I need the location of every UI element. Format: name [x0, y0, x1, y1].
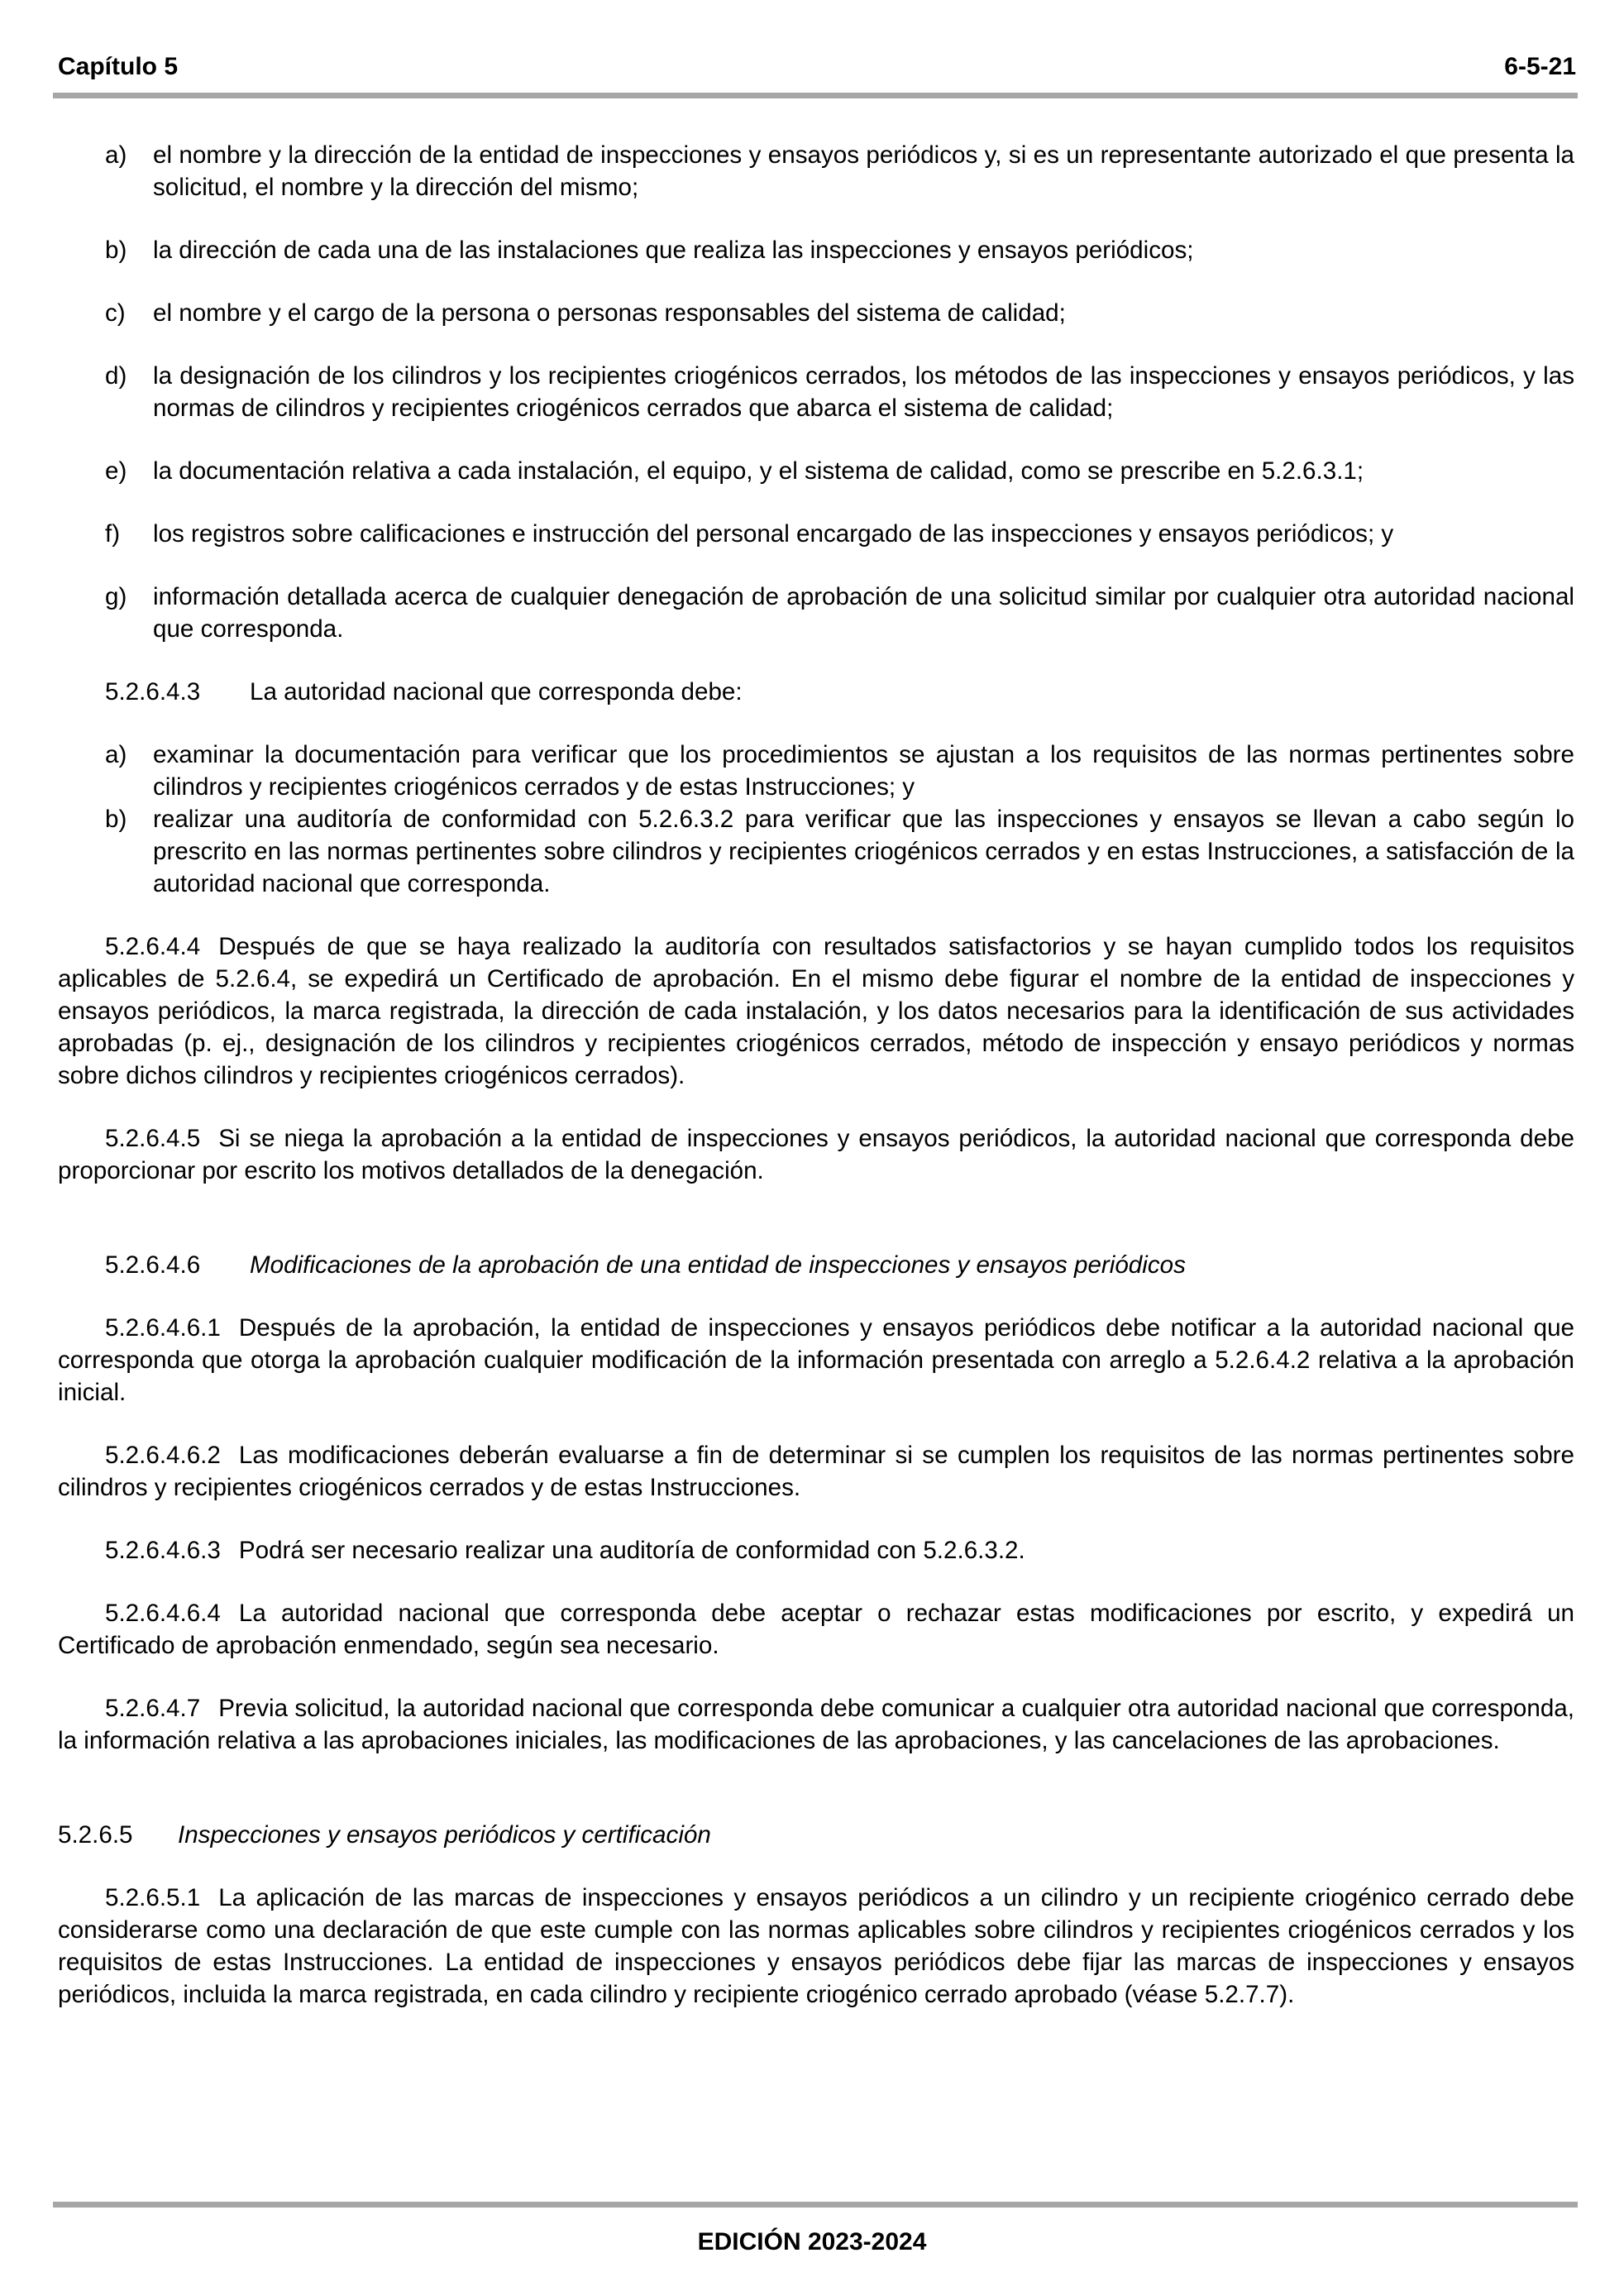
list-item — [58, 739, 1574, 803]
header-rule — [53, 93, 1578, 98]
list-item — [58, 803, 1574, 900]
paragraph-number: 5.2.6.4.7 — [105, 1695, 201, 1722]
paragraph-5-2-6-4-5 — [58, 1122, 1574, 1187]
paragraph-text: La aplicación de las marcas de inspecciones y ensayos periódicos a un cilindro y un recipiente criogénico cerrado debe considerarse como una declaración de que este cumple con las normas aplicables sobre cilindros y recipientes criogénicos cerrados y los requisitos de estas Instrucciones. La entidad de inspecciones y ensayos periódicos debe fijar las marcas de inspecciones y ensayos periódicos, incluida la marca registrada, en cada cilindro y recipiente criogénico cerrado aprobado (véase 5.2.7.7). — [58, 1884, 1574, 2008]
list-item-label: a) — [105, 141, 127, 169]
paragraph-text: Si se niega la aprobación a la entidad de inspecciones y ensayos periódicos, la autoridad nacional que corresponda debe proporcionar por escrito los motivos detallados de la denegación. — [58, 1125, 1574, 1184]
list-item — [58, 360, 1574, 424]
paragraph-number: 5.2.6.4.6.1 — [105, 1314, 221, 1342]
list-item-text: realizar una auditoría de conformidad con 5.2.6.3.2 para verificar que las inspecciones y ensayos se llevan a cabo según lo prescrito en las normas pertinentes sobre cilindros y recipientes criogénicos cerrados y en estas Instrucciones, a satisfacción de la autoridad nacional que corresponda. — [153, 806, 1574, 897]
paragraph-text: Después de que se haya realizado la auditoría con resultados satisfactorios y se hayan cumplido todos los requisitos aplicables de 5.2.6.4, se expedirá un Certificado de aprobación. En el mismo debe figurar el nombre de la entidad de inspecciones y ensayos periódicos, la marca registrada, la dirección de cada instalación, y los datos necesarios para la identificación de sus actividades aprobadas (p. ej., designación de los cilindros y recipientes criogénicos cerrados, método de inspección y ensayo periódicos y normas sobre dichos cilindros y recipientes criogénicos cerrados). — [58, 933, 1574, 1089]
paragraph-text: La autoridad nacional que corresponda debe: — [250, 678, 743, 706]
section-title: Inspecciones y ensayos periódicos y certificación — [178, 1821, 711, 1849]
list-item-label: d) — [105, 362, 127, 390]
paragraph-number: 5.2.6.4.4 — [105, 933, 201, 960]
list-item — [58, 297, 1574, 329]
list-item-label: c) — [105, 299, 126, 327]
document-body — [58, 139, 1574, 2041]
list-item — [58, 581, 1574, 645]
list-item — [58, 234, 1574, 266]
paragraph-number: 5.2.6.4.6.4 — [105, 1600, 221, 1627]
paragraph-5-2-6-4-7 — [58, 1692, 1574, 1757]
list-item — [58, 455, 1574, 487]
paragraph-5-2-6-4-6-4 — [58, 1597, 1574, 1662]
paragraph-number: 5.2.6.4.6.3 — [105, 1537, 221, 1564]
list-item — [58, 518, 1574, 550]
paragraph-number: 5.2.6.4.6 — [105, 1251, 201, 1279]
spacer — [58, 1787, 1574, 1819]
paragraph-text: La autoridad nacional que corresponda debe aceptar o rechazar estas modificaciones por escrito, y expedirá un Certificado de aprobación enmendado, según sea necesario. — [58, 1600, 1574, 1659]
list-item-label: f) — [105, 520, 121, 548]
paragraph-number: 5.2.6.5.1 — [105, 1884, 201, 1911]
list-item-label: b) — [105, 806, 127, 833]
list-item-label: b) — [105, 237, 127, 264]
list-item-text: el nombre y la dirección de la entidad de inspecciones y ensayos periódicos y, si es un representante autorizado el que presenta la solicitud, el nombre y la dirección del mismo; — [153, 141, 1574, 201]
list-item-text: información detallada acerca de cualquier denegación de aprobación de una solicitud similar por cualquier otra autoridad nacional que corresponda. — [153, 583, 1574, 643]
page-header — [58, 48, 1576, 89]
list-item-text: el nombre y el cargo de la persona o personas responsables del sistema de calidad; — [153, 299, 1066, 327]
paragraph-text: Previa solicitud, la autoridad nacional que corresponda debe comunicar a cualquier otra autoridad nacional que corresponda, la información relativa a las aprobaciones iniciales, las modificaciones de las aprobaciones, y las cancelaciones de las aprobaciones. — [58, 1695, 1574, 1754]
paragraph-text: Las modificaciones deberán evaluarse a fin de determinar si se cumplen los requisitos de las normas pertinentes sobre cilindros y recipientes criogénicos cerrados y de estas Instrucciones. — [58, 1442, 1574, 1501]
edition-footer: EDICIÓN 2023-2024 — [697, 2228, 927, 2255]
list-item-text: examinar la documentación para verificar que los procedimientos se ajustan a los requisitos de las normas pertinentes sobre cilindros y recipientes criogénicos cerrados y de estas Instrucciones; y — [153, 741, 1574, 801]
list-item-text: la documentación relativa a cada instalación, el equipo, y el sistema de calidad, como se prescribe en 5.2.6.3.1; — [153, 457, 1364, 485]
list-item-text: los registros sobre calificaciones e instrucción del personal encargado de las inspecciones y ensayos periódicos; y — [153, 520, 1394, 548]
paragraph-5-2-6-5-1 — [58, 1882, 1574, 2011]
paragraph-5-2-6-4-6-3 — [58, 1534, 1574, 1567]
list-item-text: la dirección de cada una de las instalaciones que realiza las inspecciones y ensayos periódicos; — [153, 237, 1194, 264]
list-item — [58, 139, 1574, 203]
list-item-label: a) — [105, 741, 127, 768]
paragraph-number: 5.2.6.4.5 — [105, 1125, 201, 1152]
spacer — [58, 1217, 1574, 1249]
subsection-heading-5-2-6-4-6 — [58, 1249, 1574, 1281]
paragraph-5-2-6-4-4 — [58, 930, 1574, 1092]
subsection-title: Modificaciones de la aprobación de una entidad de inspecciones y ensayos periódicos — [250, 1251, 1186, 1279]
list-item-label: g) — [105, 583, 127, 610]
paragraph-text: Después de la aprobación, la entidad de inspecciones y ensayos periódicos debe notificar a la autoridad nacional que corresponda que otorga la aprobación cualquier modificación de la información presentada con arreglo a 5.2.6.4.2 relativa a la aprobación inicial. — [58, 1314, 1574, 1406]
footer-rule — [53, 2202, 1578, 2208]
section-heading-5-2-6-5 — [58, 1819, 1574, 1851]
paragraph-5-2-6-4-3 — [58, 676, 1574, 708]
paragraph-5-2-6-4-6-1 — [58, 1312, 1574, 1409]
list-item-text: la designación de los cilindros y los recipientes criogénicos cerrados, los métodos de las inspecciones y ensayos periódicos, y las normas de cilindros y recipientes criogénicos cerrados que abarca el sistema de calidad; — [153, 362, 1574, 422]
list-item-label: e) — [105, 457, 127, 485]
paragraph-text: Podrá ser necesario realizar una auditoría de conformidad con 5.2.6.3.2. — [238, 1537, 1025, 1564]
chapter-title: Capítulo 5 — [58, 53, 179, 80]
page-number: 6-5-21 — [1504, 53, 1576, 80]
paragraph-number: 5.2.6.4.6.2 — [105, 1442, 221, 1469]
section-number: 5.2.6.5 — [58, 1821, 133, 1849]
paragraph-number: 5.2.6.4.3 — [105, 678, 201, 706]
paragraph-5-2-6-4-6-2 — [58, 1439, 1574, 1504]
